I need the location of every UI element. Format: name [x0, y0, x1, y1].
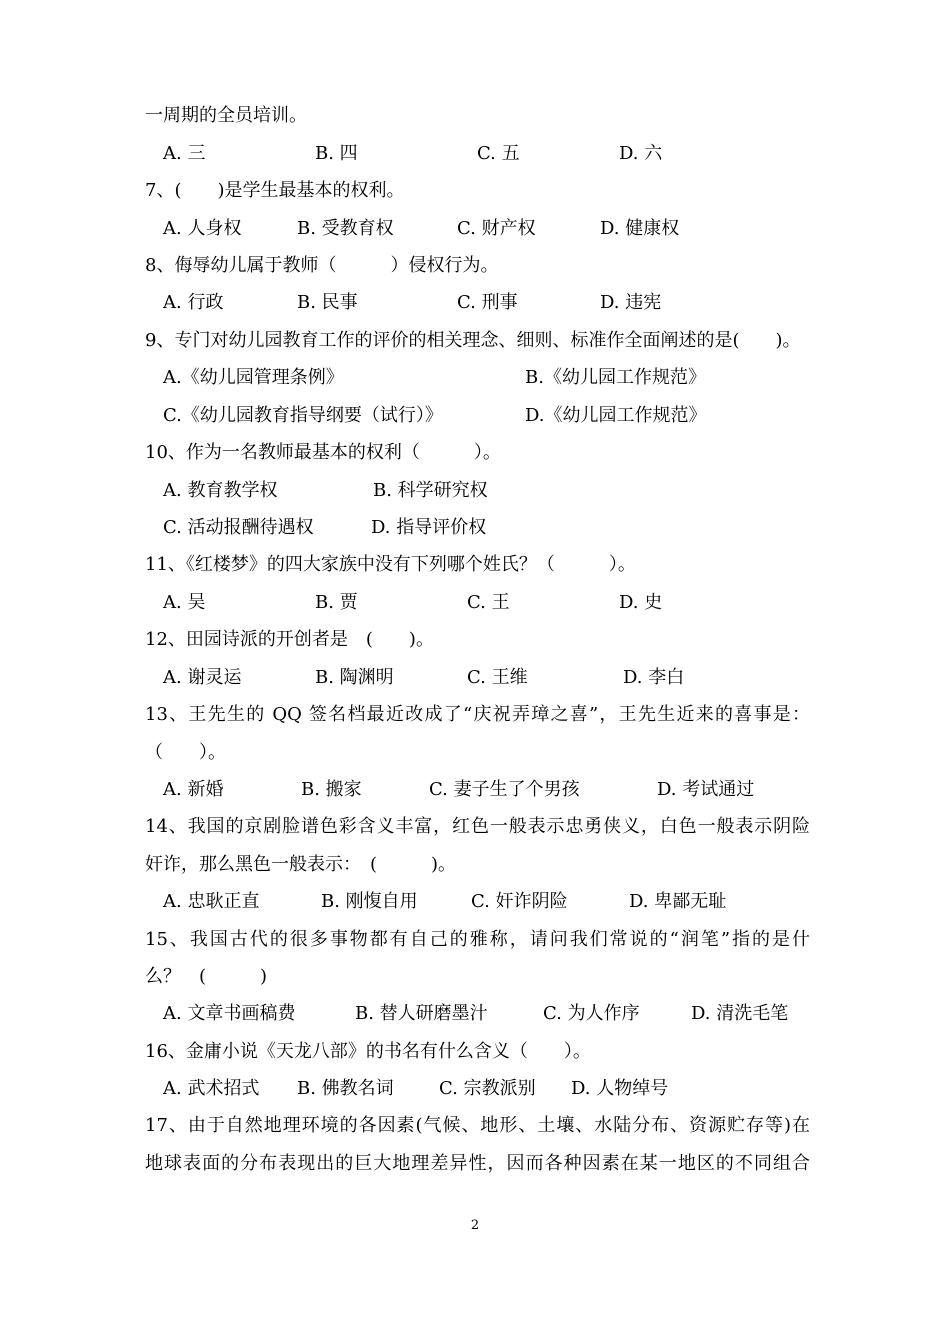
option-c: C. 财产权 — [457, 218, 536, 239]
question-text: 15、我国古代的很多事物都有自己的雅称，请问我们常说的“润笔”指的是什 — [145, 929, 810, 950]
option-b: B. 刚愎自用 — [321, 891, 418, 912]
option-b: B. 科学研究权 — [373, 480, 488, 501]
option-b: B.《幼儿园工作规范》 — [525, 367, 706, 388]
option-a: A.《幼儿园管理条例》 — [163, 367, 344, 388]
text-line — [145, 965, 810, 989]
question-text-continued: 奸诈，那么黑色一般表示： ( )。 — [145, 854, 457, 875]
option-d: D.《幼儿园工作规范》 — [525, 405, 707, 426]
option-b: B. 替人研磨墨汁 — [355, 1003, 488, 1024]
option-b: B. 贾 — [315, 592, 358, 613]
question-14 — [145, 815, 810, 839]
options-row — [145, 291, 810, 315]
question-8 — [145, 254, 810, 278]
question-text: 14、我国的京剧脸谱色彩含义丰富，红色一般表示忠勇侠义，白色一般表示阴险 — [145, 816, 810, 837]
options-row — [145, 1077, 810, 1101]
question-9 — [145, 329, 810, 353]
option-d: D. 清洗毛笔 — [691, 1003, 789, 1024]
option-d: D. 李白 — [623, 667, 685, 688]
text-line — [145, 741, 810, 765]
option-c: C. 刑事 — [457, 292, 518, 313]
option-b: B. 搬家 — [301, 779, 362, 800]
options-row — [145, 217, 810, 241]
option-d: D. 卑鄙无耻 — [629, 891, 727, 912]
option-c: C. 宗教派别 — [439, 1078, 536, 1099]
option-a: A. 人身权 — [163, 218, 242, 239]
options-row — [145, 666, 810, 690]
option-d: D. 健康权 — [600, 218, 680, 239]
page-number: 2 — [470, 1218, 480, 1233]
question-text: 12、田园诗派的开创者是 ( )。 — [145, 629, 434, 650]
question-text: 9、专门对幼儿园教育工作的评价的相关理念、细则、标准作全面阐述的是( )。 — [145, 330, 801, 351]
option-b: B. 佛教名词 — [297, 1078, 394, 1099]
option-c: C. 王维 — [467, 667, 528, 688]
option-a: A. 新婚 — [163, 779, 224, 800]
option-a: A. 文章书画稿费 — [163, 1003, 296, 1024]
question-text: 17、由于自然地理环境的各因素(气候、地形、土壤、水陆分布、资源贮存等)在 — [145, 1115, 810, 1136]
option-b: B. 陶渊明 — [315, 667, 394, 688]
option-a: A. 三 — [163, 143, 206, 164]
option-b: B. 受教育权 — [297, 218, 394, 239]
question-text: 8、侮辱幼儿属于教师（ ）侵权行为。 — [145, 255, 499, 276]
option-a: A. 教育教学权 — [163, 480, 278, 501]
option-b: B. 四 — [315, 143, 358, 164]
option-a: A. 行政 — [163, 292, 224, 313]
option-d: D. 违宪 — [600, 292, 662, 313]
question-7 — [145, 179, 810, 203]
option-c: C. 五 — [477, 143, 520, 164]
option-c: C. 妻子生了个男孩 — [429, 779, 580, 800]
option-c: C.《幼儿园教育指导纲要（试行）》 — [163, 405, 443, 426]
option-d: D. 六 — [619, 143, 663, 164]
question-text-continued: （ ）。 — [145, 742, 226, 763]
option-c: C. 活动报酬待遇权 — [163, 517, 314, 538]
text-line — [145, 104, 810, 128]
option-a: A. 谢灵运 — [163, 667, 242, 688]
options-row — [145, 366, 810, 390]
option-a: A. 武术招式 — [163, 1078, 260, 1099]
option-c: C. 王 — [467, 592, 510, 613]
option-b: B. 民事 — [297, 292, 358, 313]
question-11 — [145, 553, 810, 577]
option-c: C. 奸诈阴险 — [471, 891, 568, 912]
question-text: 7、( )是学生最基本的权利。 — [145, 180, 405, 201]
question-text-continued: 地球表面的分布表现出的巨大地理差异性，因而各种因素在某一地区的不同组合 — [145, 1153, 810, 1174]
option-d: D. 考试通过 — [657, 779, 755, 800]
text-line — [145, 1152, 810, 1176]
question-17 — [145, 1114, 810, 1138]
options-row — [145, 516, 810, 540]
options-row — [145, 142, 810, 166]
options-row — [145, 890, 810, 914]
text-line-content: 一周期的全员培训。 — [145, 105, 307, 126]
question-16 — [145, 1040, 810, 1064]
option-a: A. 忠耿正直 — [163, 891, 260, 912]
question-text: 16、金庸小说《天龙八部》的书名有什么含义（ ）。 — [145, 1041, 591, 1062]
question-12 — [145, 628, 810, 652]
options-row — [145, 1002, 810, 1026]
question-text: 11、《红楼梦》的四大家族中没有下列哪个姓氏？（ ）。 — [145, 554, 636, 575]
question-13 — [145, 703, 810, 727]
options-row — [145, 591, 810, 615]
options-row — [145, 404, 810, 428]
option-a: A. 吴 — [163, 592, 206, 613]
question-text-continued: 么？ ( ) — [145, 966, 268, 987]
options-row — [145, 479, 810, 503]
option-d: D. 人物绰号 — [571, 1078, 669, 1099]
option-d: D. 史 — [619, 592, 663, 613]
question-text: 13、王先生的 QQ 签名档最近改成了“庆祝弄璋之喜”，王先生近来的喜事是： — [145, 704, 810, 725]
question-10 — [145, 441, 810, 465]
options-row — [145, 778, 810, 802]
question-text: 10、作为一名教师最基本的权利（ ）。 — [145, 442, 501, 463]
question-15 — [145, 928, 810, 952]
text-line — [145, 853, 810, 877]
option-c: C. 为人作序 — [543, 1003, 640, 1024]
option-d: D. 指导评价权 — [371, 517, 487, 538]
